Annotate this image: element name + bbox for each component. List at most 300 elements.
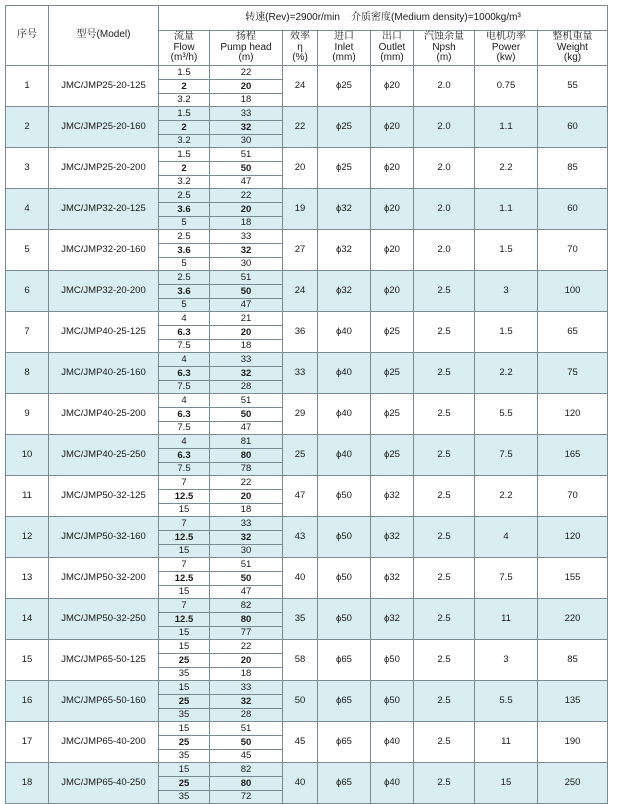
head-cell: 47 [210, 422, 283, 435]
inlet-cell: ϕ65 [318, 681, 371, 722]
efficiency-cell: 22 [283, 107, 318, 148]
weight-cell: 100 [538, 271, 608, 312]
inlet-cell: ϕ65 [318, 763, 371, 804]
flow-cell: 15 [159, 627, 210, 640]
head-cell: 47 [210, 299, 283, 312]
header-inlet-cn: 进口 [334, 31, 354, 43]
flow-cell: 12.5 [159, 613, 210, 627]
npsh-cell: 2.0 [414, 66, 475, 107]
efficiency-cell: 36 [283, 312, 318, 353]
header-inlet-unit: (mm) [332, 52, 356, 64]
flow-cell: 12.5 [159, 490, 210, 504]
flow-cell: 25 [159, 695, 210, 709]
npsh-cell: 2.5 [414, 476, 475, 517]
head-cell: 51 [210, 394, 283, 408]
flow-cell: 3.2 [159, 176, 210, 189]
header-eff [283, 31, 318, 66]
weight-cell: 60 [538, 107, 608, 148]
header-inlet-en: Inlet [334, 41, 354, 53]
head-cell: 51 [210, 558, 283, 572]
head-cell: 22 [210, 189, 283, 203]
model-cell: JMC/JMP65-40-250 [49, 763, 159, 804]
weight-cell: 75 [538, 353, 608, 394]
flow-cell: 2 [159, 162, 210, 176]
table-row [6, 271, 608, 285]
head-cell: 77 [210, 627, 283, 640]
model-cell: JMC/JMP25-20-200 [49, 148, 159, 189]
flow-cell: 2.5 [159, 271, 210, 285]
weight-cell: 55 [538, 66, 608, 107]
head-cell: 80 [210, 777, 283, 791]
outlet-cell: ϕ25 [371, 435, 414, 476]
weight-cell: 155 [538, 558, 608, 599]
model-cell: JMC/JMP40-25-160 [49, 353, 159, 394]
outlet-cell: ϕ20 [371, 107, 414, 148]
header-power [475, 31, 538, 66]
efficiency-cell: 20 [283, 148, 318, 189]
header-npsh-unit: (m) [436, 52, 452, 64]
table-row [6, 681, 608, 695]
npsh-cell: 2.5 [414, 722, 475, 763]
weight-cell: 220 [538, 599, 608, 640]
head-cell: 32 [210, 531, 283, 545]
flow-cell: 6.3 [159, 449, 210, 463]
head-cell: 45 [210, 750, 283, 763]
npsh-cell: 2.5 [414, 599, 475, 640]
pump-spec-table [5, 5, 608, 804]
outlet-cell: ϕ20 [371, 66, 414, 107]
inlet-cell: ϕ50 [318, 517, 371, 558]
outlet-cell: ϕ25 [371, 353, 414, 394]
flow-cell: 7 [159, 599, 210, 613]
efficiency-cell: 45 [283, 722, 318, 763]
flow-cell: 35 [159, 750, 210, 763]
outlet-cell: ϕ40 [371, 763, 414, 804]
head-cell: 28 [210, 381, 283, 394]
flow-cell: 25 [159, 654, 210, 668]
weight-cell: 85 [538, 640, 608, 681]
npsh-cell: 2.5 [414, 640, 475, 681]
head-cell: 47 [210, 586, 283, 599]
header-power-en: Power [491, 41, 521, 53]
model-cell: JMC/JMP25-20-160 [49, 107, 159, 148]
model-cell: JMC/JMP65-50-125 [49, 640, 159, 681]
head-cell: 30 [210, 258, 283, 271]
inlet-cell: ϕ40 [318, 394, 371, 435]
row-number: 10 [6, 435, 49, 476]
head-cell: 33 [210, 353, 283, 367]
header-conditions: 转速(Rev)=2900r/min 介质密度(Medium density)=1000kg/m³ [159, 6, 608, 31]
table-row [6, 107, 608, 121]
inlet-cell: ϕ32 [318, 271, 371, 312]
header-power-unit: (kw) [496, 52, 516, 64]
efficiency-cell: 40 [283, 763, 318, 804]
efficiency-cell: 24 [283, 271, 318, 312]
flow-cell: 5 [159, 299, 210, 312]
npsh-cell: 2.0 [414, 230, 475, 271]
head-cell: 51 [210, 722, 283, 736]
row-number: 12 [6, 517, 49, 558]
head-cell: 72 [210, 791, 283, 804]
header-flow-cn: 流量 [174, 31, 194, 43]
table-row [6, 517, 608, 531]
table-row [6, 394, 608, 408]
header-npsh-en: Npsh [432, 41, 456, 53]
head-cell: 51 [210, 148, 283, 162]
npsh-cell: 2.5 [414, 312, 475, 353]
table-row [6, 558, 608, 572]
npsh-cell: 2.5 [414, 394, 475, 435]
weight-cell: 120 [538, 394, 608, 435]
model-cell: JMC/JMP50-32-160 [49, 517, 159, 558]
power-cell: 7.5 [475, 558, 538, 599]
header-npsh [414, 31, 475, 66]
row-number: 15 [6, 640, 49, 681]
outlet-cell: ϕ32 [371, 558, 414, 599]
model-cell: JMC/JMP50-32-200 [49, 558, 159, 599]
flow-cell: 2 [159, 80, 210, 94]
head-cell: 30 [210, 135, 283, 148]
flow-cell: 7.5 [159, 422, 210, 435]
flow-cell: 15 [159, 504, 210, 517]
flow-cell: 1.5 [159, 148, 210, 162]
flow-cell: 35 [159, 668, 210, 681]
power-cell: 3 [475, 640, 538, 681]
head-cell: 20 [210, 490, 283, 504]
npsh-cell: 2.5 [414, 353, 475, 394]
table-row [6, 148, 608, 162]
header-flow-en: Flow [173, 41, 195, 53]
inlet-cell: ϕ40 [318, 312, 371, 353]
efficiency-cell: 43 [283, 517, 318, 558]
head-cell: 33 [210, 230, 283, 244]
header-weight [538, 31, 608, 66]
row-number: 2 [6, 107, 49, 148]
head-cell: 32 [210, 695, 283, 709]
efficiency-cell: 29 [283, 394, 318, 435]
row-number: 5 [6, 230, 49, 271]
npsh-cell: 2.0 [414, 189, 475, 230]
efficiency-cell: 19 [283, 189, 318, 230]
weight-cell: 135 [538, 681, 608, 722]
head-cell: 18 [210, 504, 283, 517]
power-cell: 2.2 [475, 353, 538, 394]
npsh-cell: 2.5 [414, 271, 475, 312]
flow-cell: 15 [159, 681, 210, 695]
head-cell: 22 [210, 476, 283, 490]
flow-cell: 6.3 [159, 326, 210, 340]
flow-cell: 4 [159, 394, 210, 408]
header-outlet-unit: (mm) [380, 52, 404, 64]
table-body [6, 66, 608, 804]
table-row [6, 189, 608, 203]
weight-cell: 250 [538, 763, 608, 804]
model-cell: JMC/JMP32-20-200 [49, 271, 159, 312]
outlet-cell: ϕ25 [371, 312, 414, 353]
header-weight-unit: (kg) [563, 52, 582, 64]
head-cell: 21 [210, 312, 283, 326]
model-cell: JMC/JMP65-40-200 [49, 722, 159, 763]
inlet-cell: ϕ40 [318, 353, 371, 394]
npsh-cell: 2.5 [414, 435, 475, 476]
npsh-cell: 2.5 [414, 517, 475, 558]
flow-cell: 35 [159, 791, 210, 804]
model-cell: JMC/JMP25-20-125 [49, 66, 159, 107]
head-cell: 47 [210, 176, 283, 189]
table-row [6, 312, 608, 326]
model-cell: JMC/JMP50-32-125 [49, 476, 159, 517]
efficiency-cell: 58 [283, 640, 318, 681]
outlet-cell: ϕ32 [371, 476, 414, 517]
head-cell: 18 [210, 217, 283, 230]
row-number: 3 [6, 148, 49, 189]
table-row [6, 722, 608, 736]
table-row [6, 599, 608, 613]
npsh-cell: 2.5 [414, 681, 475, 722]
power-cell: 1.5 [475, 230, 538, 271]
inlet-cell: ϕ32 [318, 230, 371, 271]
npsh-cell: 2.0 [414, 107, 475, 148]
head-cell: 32 [210, 121, 283, 135]
row-number: 4 [6, 189, 49, 230]
flow-cell: 3.6 [159, 285, 210, 299]
head-cell: 28 [210, 709, 283, 722]
power-cell: 15 [475, 763, 538, 804]
row-number: 13 [6, 558, 49, 599]
head-cell: 32 [210, 244, 283, 258]
weight-cell: 85 [538, 148, 608, 189]
header-eff-cn: 效率 [290, 31, 310, 43]
head-cell: 33 [210, 517, 283, 531]
head-cell: 20 [210, 654, 283, 668]
power-cell: 0.75 [475, 66, 538, 107]
flow-cell: 2 [159, 121, 210, 135]
efficiency-cell: 40 [283, 558, 318, 599]
flow-cell: 2.5 [159, 189, 210, 203]
flow-cell: 15 [159, 640, 210, 654]
model-cell: JMC/JMP40-25-200 [49, 394, 159, 435]
flow-cell: 15 [159, 586, 210, 599]
power-cell: 7.5 [475, 435, 538, 476]
flow-cell: 7 [159, 517, 210, 531]
flow-cell: 5 [159, 217, 210, 230]
weight-cell: 60 [538, 189, 608, 230]
outlet-cell: ϕ25 [371, 394, 414, 435]
outlet-cell: ϕ20 [371, 230, 414, 271]
table-row [6, 353, 608, 367]
head-cell: 82 [210, 599, 283, 613]
power-cell: 2.2 [475, 148, 538, 189]
inlet-cell: ϕ40 [318, 435, 371, 476]
inlet-cell: ϕ32 [318, 189, 371, 230]
power-cell: 3 [475, 271, 538, 312]
flow-cell: 25 [159, 777, 210, 791]
head-cell: 18 [210, 668, 283, 681]
flow-cell: 35 [159, 709, 210, 722]
head-cell: 50 [210, 285, 283, 299]
power-cell: 5.5 [475, 681, 538, 722]
power-cell: 5.5 [475, 394, 538, 435]
power-cell: 1.1 [475, 189, 538, 230]
power-cell: 2.2 [475, 476, 538, 517]
outlet-cell: ϕ40 [371, 722, 414, 763]
power-cell: 11 [475, 722, 538, 763]
outlet-cell: ϕ32 [371, 517, 414, 558]
flow-cell: 25 [159, 736, 210, 750]
inlet-cell: ϕ50 [318, 558, 371, 599]
inlet-cell: ϕ25 [318, 107, 371, 148]
header-head-en: Pump head [220, 41, 272, 53]
header-outlet-cn: 出口 [382, 31, 402, 43]
flow-cell: 15 [159, 763, 210, 777]
row-number: 6 [6, 271, 49, 312]
head-cell: 22 [210, 66, 283, 80]
efficiency-cell: 24 [283, 66, 318, 107]
head-cell: 80 [210, 613, 283, 627]
flow-cell: 6.3 [159, 408, 210, 422]
efficiency-cell: 25 [283, 435, 318, 476]
head-cell: 18 [210, 340, 283, 353]
flow-cell: 5 [159, 258, 210, 271]
flow-cell: 7.5 [159, 463, 210, 476]
head-cell: 78 [210, 463, 283, 476]
head-cell: 20 [210, 203, 283, 217]
flow-cell: 1.5 [159, 66, 210, 80]
flow-cell: 15 [159, 722, 210, 736]
model-cell: JMC/JMP32-20-160 [49, 230, 159, 271]
inlet-cell: ϕ25 [318, 148, 371, 189]
header-head [210, 31, 283, 66]
header-eff-en: η [297, 41, 303, 53]
flow-cell: 3.2 [159, 94, 210, 107]
power-cell: 1.5 [475, 312, 538, 353]
flow-cell: 4 [159, 312, 210, 326]
head-cell: 22 [210, 640, 283, 654]
table-row [6, 476, 608, 490]
flow-cell: 3.2 [159, 135, 210, 148]
head-cell: 20 [210, 80, 283, 94]
row-number: 18 [6, 763, 49, 804]
header-npsh-cn: 汽蚀余量 [424, 31, 464, 43]
header-outlet [371, 31, 414, 66]
head-cell: 20 [210, 326, 283, 340]
efficiency-cell: 35 [283, 599, 318, 640]
model-cell: JMC/JMP50-32-250 [49, 599, 159, 640]
weight-cell: 65 [538, 312, 608, 353]
head-cell: 33 [210, 107, 283, 121]
outlet-cell: ϕ20 [371, 148, 414, 189]
header-flow [159, 31, 210, 66]
power-cell: 1.1 [475, 107, 538, 148]
npsh-cell: 2.5 [414, 763, 475, 804]
flow-cell: 15 [159, 545, 210, 558]
row-number: 8 [6, 353, 49, 394]
head-cell: 50 [210, 162, 283, 176]
row-number: 17 [6, 722, 49, 763]
flow-cell: 12.5 [159, 531, 210, 545]
table-row [6, 640, 608, 654]
head-cell: 81 [210, 435, 283, 449]
header-outlet-en: Outlet [378, 41, 406, 53]
head-cell: 50 [210, 408, 283, 422]
header-flow-unit: (m³/h) [170, 52, 198, 64]
row-number: 11 [6, 476, 49, 517]
inlet-cell: ϕ25 [318, 66, 371, 107]
head-cell: 18 [210, 94, 283, 107]
flow-cell: 7 [159, 476, 210, 490]
inlet-cell: ϕ65 [318, 640, 371, 681]
row-number: 7 [6, 312, 49, 353]
model-cell: JMC/JMP40-25-250 [49, 435, 159, 476]
head-cell: 80 [210, 449, 283, 463]
inlet-cell: ϕ50 [318, 599, 371, 640]
efficiency-cell: 50 [283, 681, 318, 722]
flow-cell: 3.6 [159, 203, 210, 217]
npsh-cell: 2.5 [414, 558, 475, 599]
header-weight-cn: 整机重量 [552, 31, 593, 43]
header-power-cn: 电机功率 [486, 31, 526, 43]
model-cell: JMC/JMP32-20-125 [49, 189, 159, 230]
weight-cell: 70 [538, 476, 608, 517]
row-number: 1 [6, 66, 49, 107]
flow-cell: 7.5 [159, 381, 210, 394]
efficiency-cell: 33 [283, 353, 318, 394]
head-cell: 50 [210, 572, 283, 586]
power-cell: 4 [475, 517, 538, 558]
head-cell: 51 [210, 271, 283, 285]
npsh-cell: 2.0 [414, 148, 475, 189]
weight-cell: 70 [538, 230, 608, 271]
model-cell: JMC/JMP40-25-125 [49, 312, 159, 353]
header-head-cn: 扬程 [236, 31, 256, 43]
header-no: 序号 [6, 6, 49, 66]
inlet-cell: ϕ65 [318, 722, 371, 763]
flow-cell: 3.6 [159, 244, 210, 258]
head-cell: 30 [210, 545, 283, 558]
weight-cell: 120 [538, 517, 608, 558]
flow-cell: 7.5 [159, 340, 210, 353]
outlet-cell: ϕ50 [371, 640, 414, 681]
efficiency-cell: 47 [283, 476, 318, 517]
header-weight-en: Weight [557, 41, 588, 53]
row-number: 14 [6, 599, 49, 640]
table-row [6, 66, 608, 80]
flow-cell: 6.3 [159, 367, 210, 381]
efficiency-cell: 27 [283, 230, 318, 271]
header-eff-unit: (%) [292, 52, 308, 64]
flow-cell: 7 [159, 558, 210, 572]
power-cell: 11 [475, 599, 538, 640]
row-number: 16 [6, 681, 49, 722]
outlet-cell: ϕ50 [371, 681, 414, 722]
weight-cell: 190 [538, 722, 608, 763]
flow-cell: 4 [159, 353, 210, 367]
head-cell: 33 [210, 681, 283, 695]
flow-cell: 1.5 [159, 107, 210, 121]
outlet-cell: ϕ20 [371, 271, 414, 312]
outlet-cell: ϕ32 [371, 599, 414, 640]
table-row [6, 230, 608, 244]
outlet-cell: ϕ20 [371, 189, 414, 230]
head-cell: 32 [210, 367, 283, 381]
weight-cell: 165 [538, 435, 608, 476]
header-inlet [318, 31, 371, 66]
inlet-cell: ϕ50 [318, 476, 371, 517]
header-model: 型号(Model) [49, 6, 159, 66]
table-row [6, 763, 608, 777]
model-cell: JMC/JMP65-50-160 [49, 681, 159, 722]
table-row [6, 435, 608, 449]
